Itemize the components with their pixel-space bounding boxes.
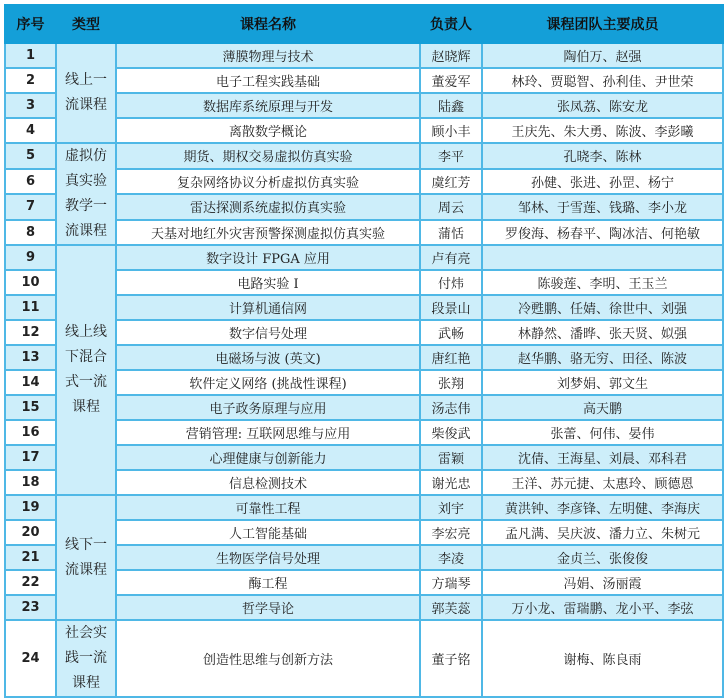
- row-number: 16: [5, 420, 56, 445]
- course-lead: 汤志伟: [420, 395, 482, 420]
- course-lead: 李平: [420, 143, 482, 169]
- team-members: 万小龙、雷瑞鹏、龙小平、李弦: [482, 595, 723, 620]
- row-number: 13: [5, 345, 56, 370]
- course-name: 电磁场与波 (英文): [116, 345, 420, 370]
- course-lead: 柴俊武: [420, 420, 482, 445]
- course-type: 线上一流课程: [56, 43, 116, 143]
- team-members: 孙健、张进、孙罡、杨宁: [482, 169, 723, 195]
- table-row: [5, 495, 723, 520]
- row-number: 21: [5, 545, 56, 570]
- row-number: 18: [5, 470, 56, 495]
- row-number: 6: [5, 169, 56, 195]
- row-number: 20: [5, 520, 56, 545]
- course-name: 期货、期权交易虚拟仿真实验: [116, 143, 420, 169]
- row-number: 4: [5, 118, 56, 143]
- header-course: 课程名称: [116, 5, 420, 43]
- table-row: [5, 620, 723, 697]
- course-name: 天基对地红外灾害预警探测虚拟仿真实验: [116, 220, 420, 246]
- team-members: 刘梦娟、郭文生: [482, 370, 723, 395]
- course-lead: 李宏亮: [420, 520, 482, 545]
- team-members: 王洋、苏元捷、太惠玲、顾德恩: [482, 470, 723, 495]
- course-name: 数字信号处理: [116, 320, 420, 345]
- course-lead: 董爱军: [420, 68, 482, 93]
- course-lead: 蒲恬: [420, 220, 482, 246]
- course-lead: 卢有亮: [420, 245, 482, 270]
- course-name: 电子政务原理与应用: [116, 395, 420, 420]
- header-type: 类型: [56, 5, 116, 43]
- course-lead: 段景山: [420, 295, 482, 320]
- row-number: 10: [5, 270, 56, 295]
- team-members: 谢梅、陈良雨: [482, 620, 723, 697]
- course-lead: 陆鑫: [420, 93, 482, 118]
- team-members: 冷甦鹏、任婧、徐世中、刘强: [482, 295, 723, 320]
- row-number: 1: [5, 43, 56, 68]
- course-table: [4, 4, 724, 698]
- row-number: 14: [5, 370, 56, 395]
- team-members: 张凤荔、陈安龙: [482, 93, 723, 118]
- course-name: 软件定义网络 (挑战性课程): [116, 370, 420, 395]
- course-type: 线上线下混合式一流课程: [56, 245, 116, 495]
- course-name: 哲学导论: [116, 595, 420, 620]
- row-number: 8: [5, 220, 56, 246]
- team-members: 金贞兰、张俊俊: [482, 545, 723, 570]
- course-type: 虚拟仿真实验教学一流课程: [56, 143, 116, 245]
- course-name: 创造性思维与创新方法: [116, 620, 420, 697]
- course-lead: 武畅: [420, 320, 482, 345]
- team-members: 冯娟、汤丽霞: [482, 570, 723, 595]
- course-name: 心理健康与创新能力: [116, 445, 420, 470]
- team-members: 陶伯万、赵强: [482, 43, 723, 68]
- row-number: 15: [5, 395, 56, 420]
- table-row: [5, 143, 723, 169]
- course-name: 数据库系统原理与开发: [116, 93, 420, 118]
- course-lead: 雷颖: [420, 445, 482, 470]
- course-lead: 唐红艳: [420, 345, 482, 370]
- team-members: 赵华鹏、骆无穷、田径、陈波: [482, 345, 723, 370]
- table-row: [5, 245, 723, 270]
- course-name: 计算机通信网: [116, 295, 420, 320]
- course-name: 复杂网络协议分析虚拟仿真实验: [116, 169, 420, 195]
- row-number: 2: [5, 68, 56, 93]
- course-lead: 张翔: [420, 370, 482, 395]
- course-lead: 付炜: [420, 270, 482, 295]
- row-number: 3: [5, 93, 56, 118]
- course-name: 雷达探测系统虚拟仿真实验: [116, 194, 420, 220]
- course-type: 社会实践一流课程: [56, 620, 116, 697]
- course-name: 生物医学信号处理: [116, 545, 420, 570]
- course-name: 薄膜物理与技术: [116, 43, 420, 68]
- course-name: 信息检测技术: [116, 470, 420, 495]
- row-number: 24: [5, 620, 56, 697]
- team-members: 林静然、潘晔、张天贤、姒强: [482, 320, 723, 345]
- course-type: 线下一流课程: [56, 495, 116, 620]
- course-lead: 郭芙蕊: [420, 595, 482, 620]
- team-members: 邹林、于雪莲、钱璐、李小龙: [482, 194, 723, 220]
- row-number: 12: [5, 320, 56, 345]
- course-name: 离散数学概论: [116, 118, 420, 143]
- course-name: 数字设计 FPGA 应用: [116, 245, 420, 270]
- row-number: 23: [5, 595, 56, 620]
- row-number: 17: [5, 445, 56, 470]
- course-name: 可靠性工程: [116, 495, 420, 520]
- header-no: 序号: [5, 5, 56, 43]
- course-lead: 李凌: [420, 545, 482, 570]
- team-members: [482, 245, 723, 270]
- header-row: [5, 5, 723, 43]
- course-name: 营销管理: 互联网思维与应用: [116, 420, 420, 445]
- course-lead: 周云: [420, 194, 482, 220]
- team-members: 林玲、贾聪智、孙利佳、尹世荣: [482, 68, 723, 93]
- course-lead: 谢光忠: [420, 470, 482, 495]
- header-lead: 负责人: [420, 5, 482, 43]
- header-members: 课程团队主要成员: [482, 5, 723, 43]
- course-lead: 虞红芳: [420, 169, 482, 195]
- row-number: 7: [5, 194, 56, 220]
- course-lead: 顾小丰: [420, 118, 482, 143]
- team-members: 孔晓李、陈林: [482, 143, 723, 169]
- team-members: 高天鹏: [482, 395, 723, 420]
- team-members: 罗俊海、杨春平、陶冰洁、何艳敏: [482, 220, 723, 246]
- team-members: 孟凡满、吴庆波、潘力立、朱树元: [482, 520, 723, 545]
- course-name: 电路实验 I: [116, 270, 420, 295]
- row-number: 11: [5, 295, 56, 320]
- course-lead: 刘宇: [420, 495, 482, 520]
- course-name: 电子工程实践基础: [116, 68, 420, 93]
- course-name: 酶工程: [116, 570, 420, 595]
- row-number: 19: [5, 495, 56, 520]
- row-number: 9: [5, 245, 56, 270]
- course-name: 人工智能基础: [116, 520, 420, 545]
- course-lead: 方瑞琴: [420, 570, 482, 595]
- team-members: 陈骏莲、李明、王玉兰: [482, 270, 723, 295]
- team-members: 黄洪钟、李彦锋、左明健、李海庆: [482, 495, 723, 520]
- row-number: 22: [5, 570, 56, 595]
- course-lead: 董子铭: [420, 620, 482, 697]
- table-row: [5, 43, 723, 68]
- team-members: 沈倩、王海星、刘晨、邓科君: [482, 445, 723, 470]
- row-number: 5: [5, 143, 56, 169]
- team-members: 王庆先、朱大勇、陈波、李彭曦: [482, 118, 723, 143]
- course-lead: 赵晓辉: [420, 43, 482, 68]
- team-members: 张蕾、何伟、晏伟: [482, 420, 723, 445]
